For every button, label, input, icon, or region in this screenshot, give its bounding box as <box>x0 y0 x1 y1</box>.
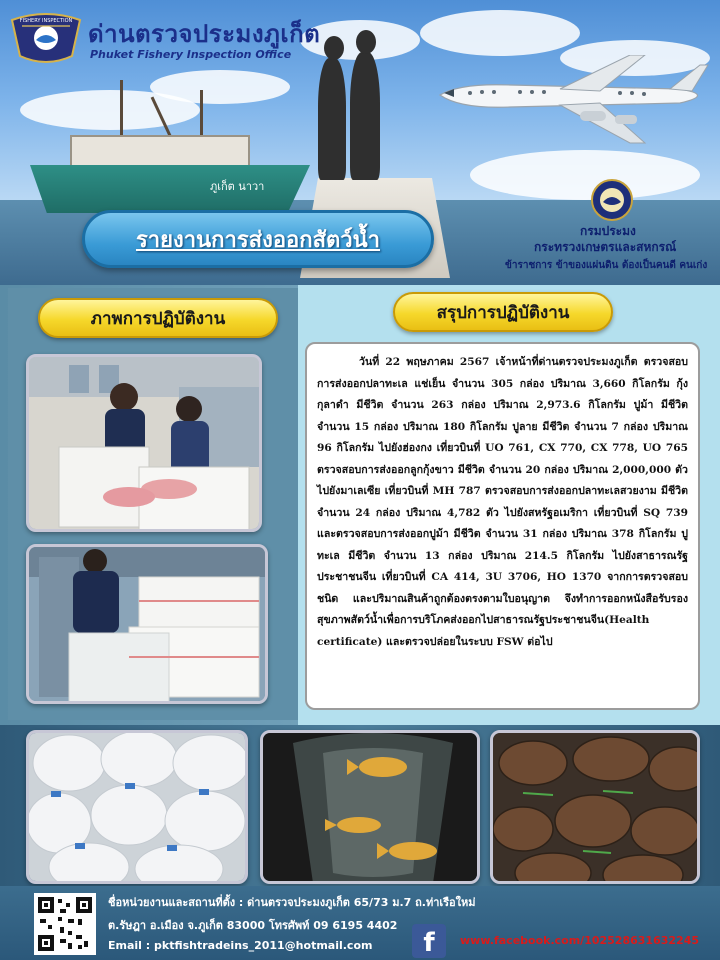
department-of-fisheries-seal-icon <box>586 178 638 222</box>
photo-officers-inspecting <box>26 354 262 532</box>
statue-head <box>356 30 376 54</box>
photo-bagged-shrimp-larvae <box>26 730 248 884</box>
department-name: กรมประมง <box>580 224 636 238</box>
cloud <box>150 70 290 104</box>
cloud <box>470 150 700 200</box>
photo-officer-with-boxes <box>26 544 268 704</box>
ship-cabin <box>70 135 250 169</box>
report-title-banner <box>82 210 434 268</box>
photo-live-crabs <box>490 730 700 884</box>
photo-ornamental-fish <box>260 730 480 884</box>
motto-text: ข้าราชการ ข้าของแผ่นดิน ต้องเป็นคนดี คนเก่ง <box>505 260 708 271</box>
office-name-english: Phuket Fishery Inspection Office <box>90 48 292 61</box>
ship-mast <box>120 80 123 140</box>
summary-section-label <box>393 292 613 332</box>
airplane-icon <box>430 55 720 145</box>
report-summary-text: วันที่ 22 พฤษภาคม 2567 เจ้าหน้าที่ด่านตรวจประมงภูเก็ต ตรวจสอบการส่งออกปลาทะเล แช่เย็น จำนวน 305 กล่อง ปริมาณ 3,660 กิโลกรัม กุ้งกุลาดำ มีชีวิต จำนวน 263 กล่อง ปริมาณ 2,973.6 กิโลกรัม ปูม้า มีชีวิต จำนวน 15 กล่อง ปริมาณ 180 กิโลกรัม ปูลาย มีชีวิต จำนวน 7 กล่อง ปริมาณ 96 กิโลกรัม ไปยังฮ่องกง เที่ยวบินที่ UO 761, CX 770, CX 778, UO 765 ตรวจสอบการส่งออกลูกกุ้งขาว มีชีวิต จำนวน 20 กล่อง ปริมาณ 2,000,000 ตัว ไปยังมาเลเซีย เที่ยวบินที่ MH 787 ตรวจสอบการส่งออกปลาทะเลสวยงาม มีชีวิตจำนวน 24 กล่อง ปริมาณ 4,782 ตัว ไปยังสหรัฐอเมริกา เที่ยวบินที่ SQ 739 และตรวจสอบการส่งออกปูม้า มีชีวิต จำนวน 31 กล่อง ปริมาณ 378 กิโลกรัม ปูทะเล มีชีวิต จำนวน 13 กล่อง ปริมาณ 214.5 กิโลกรัม ไปยังสาธารณรัฐประชาชนจีน เที่ยวบินที่ CA 414, 3U 3706, HO 1370 จากการตรวจสอบชนิด และปริมาณสินค้าถูกต้องตรงตามใบอนุญาต จึงทำการออกหนังสือรับรองสุขภาพสัตว์น้ำเพื่อการบริโภคส่งออกไปสาธารณรัฐประชาชนจีน(Health certificate) และตรวจปล่อยในระบบ FSW ต่อไป <box>317 356 688 648</box>
facebook-link[interactable]: www.facebook.com/102528631632245 <box>460 934 699 947</box>
facebook-icon[interactable] <box>412 924 446 958</box>
badge-text: FISHERY INSPECTION <box>19 18 73 24</box>
photos-section-label <box>38 298 278 338</box>
report-title: รายงานการส่งออกสัตว์น้ำ <box>135 227 381 253</box>
footer-address-line2: ต.รัษฎา อ.เมือง จ.ภูเก็ต 83000 โทรศัพท์ 09 6195 4402 <box>108 919 398 932</box>
fishing-boat <box>30 165 310 213</box>
ship-name: ภูเก็ต นาวา <box>210 180 265 193</box>
header-banner <box>0 0 720 285</box>
summary-section-title: สรุปการปฏิบัติงาน <box>436 302 570 323</box>
statue-head <box>324 36 344 60</box>
qr-code[interactable] <box>34 893 96 955</box>
office-name-thai: ด่านตรวจประมงภูเก็ต <box>88 20 321 48</box>
heroines-statue <box>350 52 380 180</box>
cloud <box>420 10 580 56</box>
qr-code-icon <box>38 897 92 951</box>
fishery-inspection-badge-icon <box>10 10 82 66</box>
heroines-statue <box>318 58 346 180</box>
facebook-glyph: f <box>423 928 435 958</box>
footer-email[interactable]: Email : pktfishtradeins_2011@hotmail.com <box>108 939 373 952</box>
report-summary-box <box>305 342 700 710</box>
photos-section-title: ภาพการปฏิบัติงาน <box>90 308 226 329</box>
footer-address-line1: ชื่อหน่วยงานและสถานที่ตั้ง : ด่านตรวจประมงภูเก็ต 65/73 ม.7 ถ.ท่าเรือใหม่ <box>108 896 476 909</box>
ship-mast <box>200 90 203 140</box>
ministry-name: กระทรวงเกษตรและสหกรณ์ <box>534 240 677 254</box>
